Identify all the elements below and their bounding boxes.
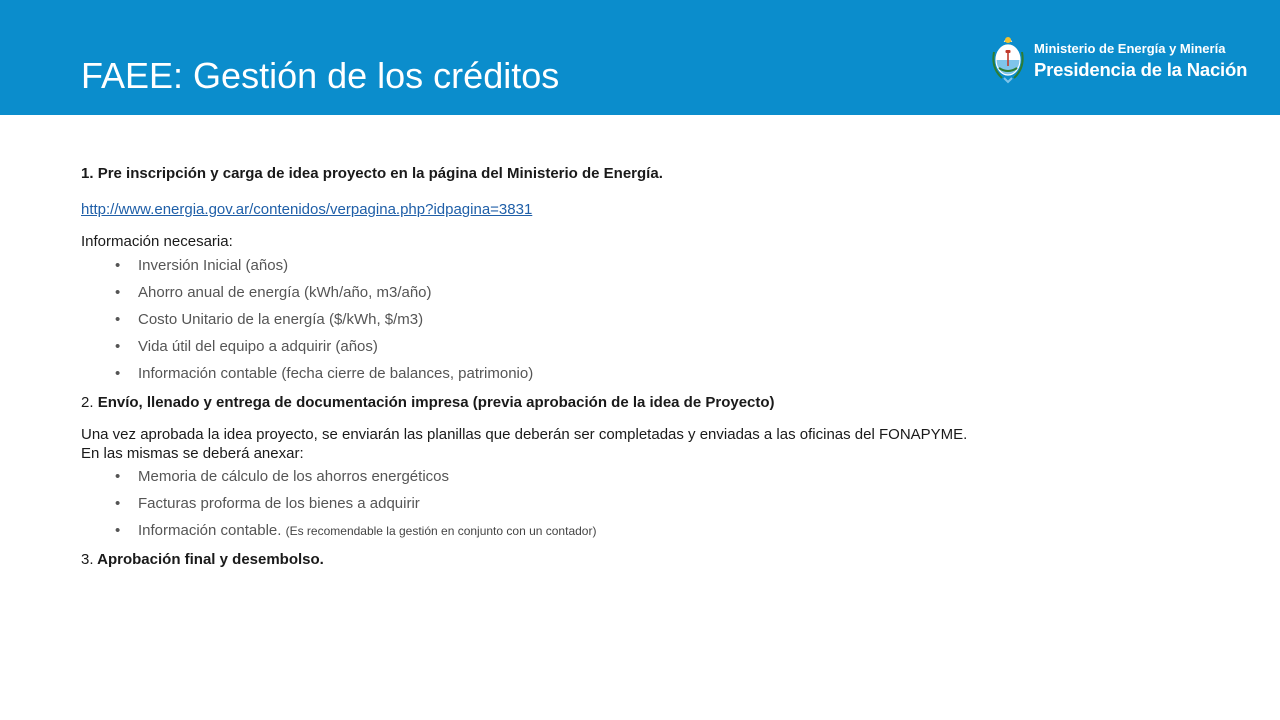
page-title: FAEE: Gestión de los créditos [81,55,560,96]
step-2 [81,393,981,413]
bullet-icon: • [115,257,121,274]
list-item: • Información contable (fecha cierre de balances, patrimonio) [115,365,534,382]
argentina-coat-of-arms-icon [990,32,1026,84]
presidency-name: Presidencia de la Nación [1034,59,1248,80]
step-3 [81,550,981,570]
list-item: • Facturas proforma de los bienes a adquirir [115,495,420,512]
step-1 [81,164,981,184]
ministry-brand [990,32,1270,88]
ministry-page-link[interactable]: http://www.energia.gov.ar/contenidos/verpagina.php?idpagina=3831 [81,201,533,218]
step-2-text: Envío, llenado y entrega de documentación impresa (previa aprobación de la idea de Proyecto) [97,394,775,411]
bullet-icon: • [115,522,121,539]
header-band [0,0,1280,115]
info-list [81,256,981,384]
step-2-number: 2. [81,394,94,411]
step-1-text: Pre inscripción y carga de idea proyecto en la página del Ministerio de Energía. [97,165,663,182]
step-2-description: Una vez aprobada la idea proyecto, se enviarán las planillas que deberán ser completadas y enviadas a las oficinas del FONAPYME. En las mismas se deberá anexar: [81,426,968,462]
bullet-icon: • [115,284,121,301]
bullet-icon: • [115,495,121,512]
slide-content [81,164,981,570]
bullet-icon: • [115,311,121,328]
step-1-number: 1. [81,165,94,182]
list-item: • Vida útil del equipo a adquirir (años) [115,338,378,355]
list-item: • Inversión Inicial (años) [115,257,289,274]
step-3-text: Aprobación final y desembolso. [97,551,324,568]
ministry-name: Ministerio de Energía y Minería [1034,41,1226,56]
bullet-icon: • [115,365,121,382]
list-item: • Costo Unitario de la energía ($/kWh, $/m3) [115,311,424,328]
bullet-icon: • [115,468,121,485]
accountant-note: (Es recomendable la gestión en conjunto con un contador) [285,524,597,538]
list-item: • Memoria de cálculo de los ahorros energéticos [115,468,449,485]
list-item: • Ahorro anual de energía (kWh/año, m3/año) [115,284,432,301]
info-label: Información necesaria: [81,233,233,250]
list-item: • Información contable. (Es recomendable la gestión en conjunto con un contador) [115,522,597,539]
bullet-icon: • [115,338,121,355]
step-3-number: 3. [81,551,94,568]
annex-list [81,467,981,541]
